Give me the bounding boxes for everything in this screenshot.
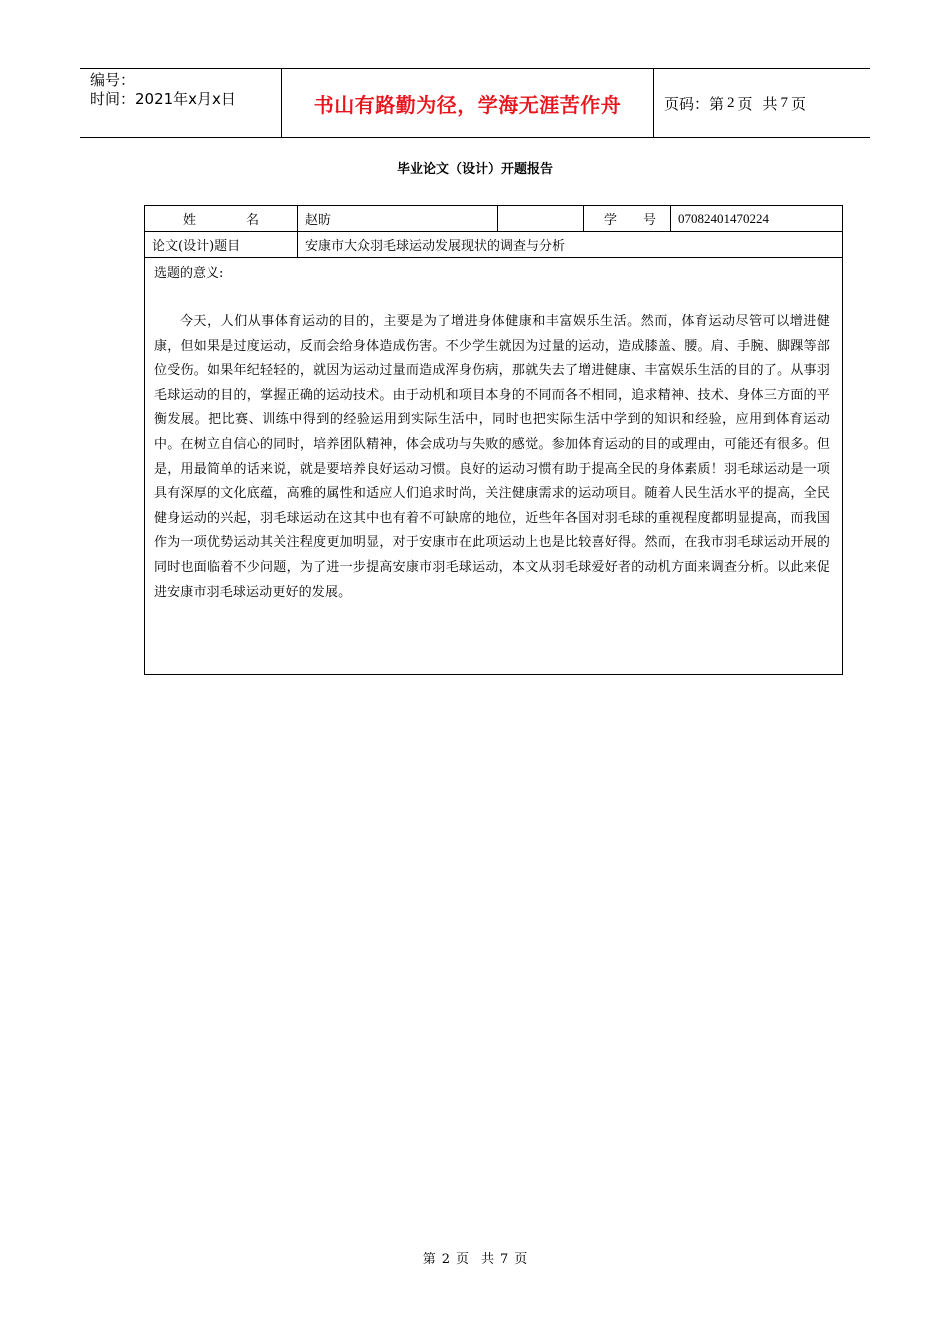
date-text: 时间：2021年x月x日: [90, 90, 236, 108]
document-title: 毕业论文（设计）开题报告: [396, 162, 553, 177]
topic-label-cell: [145, 231, 298, 257]
header-motto-cell: [282, 69, 654, 137]
header-page-cell: [654, 69, 870, 137]
name-label-char-1: 姓: [183, 213, 197, 228]
report-form-table: [144, 205, 843, 675]
page-suffix: 页: [791, 94, 807, 113]
student-id-value-cell: [671, 206, 842, 231]
student-id-value: 07082401470224: [678, 210, 769, 226]
serial-number-label: 编号：: [90, 71, 136, 89]
student-id-label-cell: [584, 206, 671, 231]
page-current: 2: [727, 94, 735, 111]
topic-value-cell: [298, 231, 842, 257]
name-label-cell: [145, 206, 298, 231]
name-value: 赵昉: [305, 213, 332, 228]
name-label-char-2: 名: [245, 213, 259, 228]
student-id-label-char-2: 号: [642, 213, 656, 228]
page-footer: [0, 1248, 950, 1267]
form-row-topic: [145, 231, 842, 258]
footer-mid: 页: [455, 1252, 469, 1267]
student-id-label-char-1: 学: [604, 213, 618, 228]
topic-value: 安康市大众羽毛球运动发展现状的调查与分析: [305, 238, 566, 254]
footer-prefix: 第: [422, 1252, 436, 1267]
header-meta-cell: [80, 69, 282, 137]
significance-body: 今天，人们从事体育运动的目的，主要是为了增进身体健康和丰富娱乐生活。然而，体育运动尽管可以增进健康，但如果是过度运动，反而会给身体造成伤害。不少学生就因为过量的运动，造成膝盖、腰。肩、手腕、脚踝等部位受伤。如果年纪轻轻的，就因为运动过量而造成浑身伤病，那就失去了增进健康、丰富娱乐生活的目的了。从事羽毛球运动的目的，掌握正确的运动技术。由于动机和项目本身的不同而各不相同，追求精神、技术、身体三方面的平衡发展。把比赛、训练中得到的经验运用到实际生活中，同时也把实际生活中学到的知识和经验，应用到体育运动中。在树立自信心的同时，培养团队精神，体会成功与失败的感觉。参加体育运动的目的或理由，可能还有很多。但是，用最简单的话来说，就是要培养良好运动习惯。良好的运动习惯有助于提高全民的身体素质！羽毛球运动是一项具有深厚的文化底蕴，高雅的属性和适应人们追求时尚，关注健康需求的运动项目。随着人民生活水平的提高，全民健身运动的兴起，羽毛球运动在这其中也有着不可缺席的地位，近些年各国对羽毛球的重视程度都明显提高，而我国作为一项优势运动其关注程度更加明显，对于安康市在此项运动上也是比较喜好得。然而，在我市羽毛球运动开展的同时也面临着不少问题，为了进一步提高安康市羽毛球运动，本文从羽毛球爱好者的动机方面来调查分析。以此来促进安康市羽毛球运动更好的发展。: [154, 314, 830, 600]
page-mid: 页: [737, 94, 753, 113]
page-total-prefix: 共: [762, 94, 778, 113]
footer-suffix: 页: [514, 1252, 528, 1267]
motto-text: 书山有路勤为径，学海无涯苦作舟: [313, 92, 622, 117]
page-prefix: 页码：第: [664, 94, 725, 113]
form-row-name: [145, 206, 842, 232]
significance-heading: 选题的意义:: [154, 266, 224, 281]
topic-label: 论文(设计)题目: [152, 238, 241, 254]
footer-total: 7: [500, 1252, 509, 1267]
blank-cell: [498, 206, 584, 231]
page-total: 7: [780, 94, 789, 111]
name-value-cell: [298, 206, 498, 231]
footer-total-prefix: 共: [481, 1252, 495, 1267]
footer-current: 2: [441, 1252, 450, 1267]
significance-section: [145, 258, 842, 605]
page-header: [80, 68, 870, 138]
